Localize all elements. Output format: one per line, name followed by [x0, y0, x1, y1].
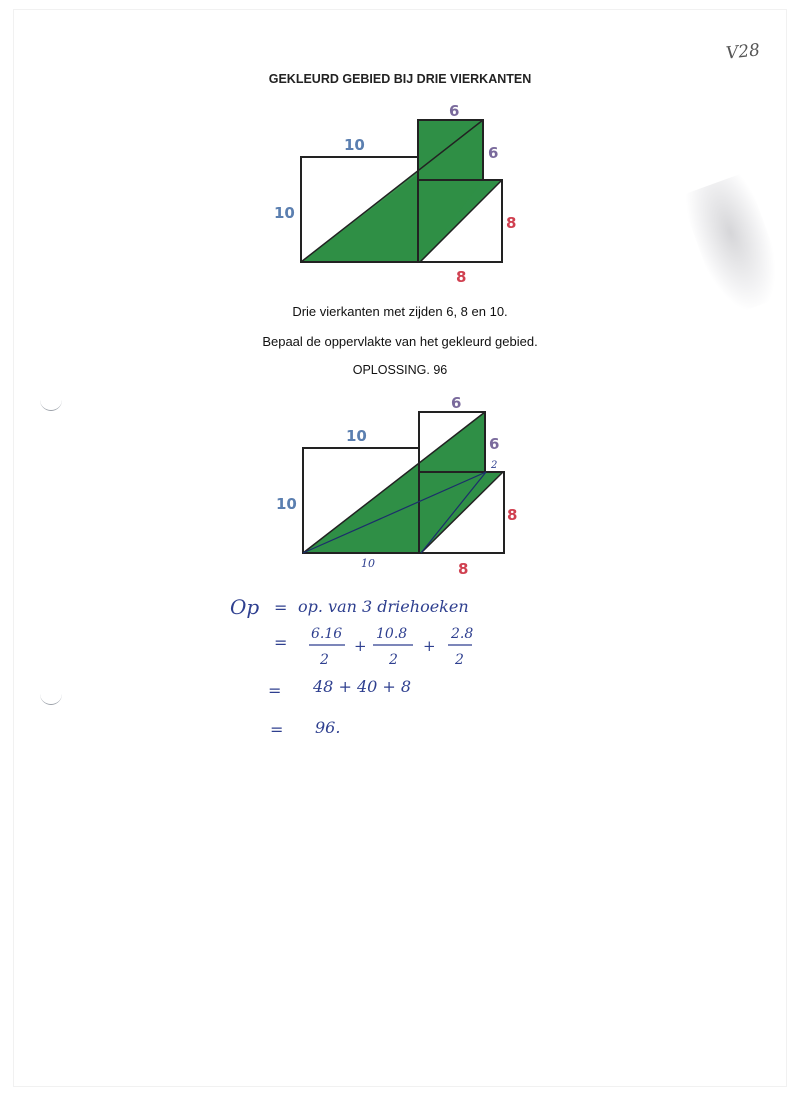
label-2-handwritten: 2 [491, 460, 498, 471]
label-8-right: 8 [506, 214, 517, 232]
page-title: GEKLEURD GEBIED BIJ DRIE VIERKANTEN [268, 72, 532, 86]
label-10-handwritten: 10 [361, 557, 375, 570]
hw-plus1: + [354, 637, 367, 655]
hw-frac2-num: 10.8 [376, 626, 408, 642]
label-8-right: 8 [507, 506, 518, 524]
hw-line3: 48 + 40 + 8 [313, 677, 412, 696]
hw-frac1-num: 6.16 [311, 626, 343, 642]
problem-statement: Drie vierkanten met zijden 6, 8 en 10. [292, 304, 508, 319]
hw-frac3-num: 2.8 [451, 626, 474, 642]
label-10-top: 10 [346, 427, 367, 445]
hw-plus2: + [423, 637, 436, 655]
hw-eq4: = [270, 720, 284, 739]
label-10-left: 10 [276, 495, 297, 513]
label-6-top: 6 [449, 102, 460, 120]
hw-frac2-den: 2 [389, 652, 398, 668]
label-6-side: 6 [489, 435, 500, 453]
hw-frac3-den: 2 [455, 652, 464, 668]
hw-op: Op [230, 595, 260, 619]
hw-frac1-den: 2 [320, 652, 329, 668]
label-6-side: 6 [488, 144, 499, 162]
hw-line1: op. van 3 driehoeken [298, 597, 469, 616]
hw-eq2: = [274, 633, 288, 652]
label-10-top: 10 [344, 136, 365, 154]
label-6-top: 6 [451, 394, 462, 412]
label-8-bottom: 8 [456, 268, 467, 286]
page-id: V28 [725, 40, 761, 64]
label-10-left: 10 [274, 204, 295, 222]
hw-line4: 96. [315, 718, 341, 737]
hw-eq1: = [274, 598, 288, 617]
label-8-bottom: 8 [458, 560, 469, 578]
solution-label: OPLOSSING. 96 [352, 363, 448, 377]
hw-eq3: = [268, 681, 282, 700]
problem-question: Bepaal de oppervlakte van het gekleurd gebied. [262, 334, 538, 349]
